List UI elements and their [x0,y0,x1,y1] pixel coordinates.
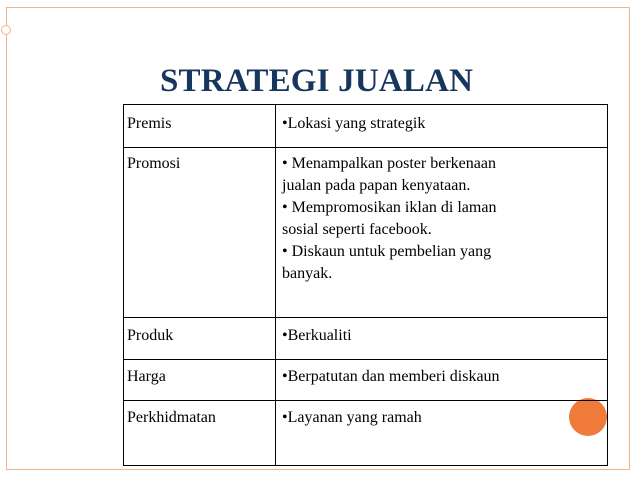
content-line: sosial seperti facebook. [282,221,432,238]
content-line: •Layanan yang ramah [282,409,422,426]
table-row-premis [124,105,608,148]
row-label: Harga [124,360,276,401]
content-line: •Berpatutan dan memberi diskaun [282,368,500,385]
row-label: Produk [124,318,276,360]
row-label: Premis [124,105,276,148]
content-line: • Diskaun untuk pembelian yang [282,243,492,260]
slide-title: STRATEGI JUALAN [160,63,474,99]
content-line: banyak. [282,265,333,282]
content-line: • Mempromosikan iklan di laman [282,199,497,216]
strategy-table [123,104,608,466]
row-content [276,318,608,360]
table-row-harga [124,360,608,401]
content-line: jualan pada papan kenyataan. [282,177,471,194]
content-line: •Lokasi yang strategik [282,115,426,132]
table-row-perkhidmatan [124,401,608,466]
content-line: • Menampalkan poster berkenaan [282,155,496,172]
row-content [276,401,608,466]
row-label: Promosi [124,148,276,318]
content-line: •Berkualiti [282,327,352,344]
row-content [276,148,608,318]
decorative-circle-left [1,25,11,35]
table-row-produk [124,318,608,360]
row-label: Perkhidmatan [124,401,276,466]
row-content [276,105,608,148]
table-row-promosi [124,148,608,318]
row-content [276,360,608,401]
